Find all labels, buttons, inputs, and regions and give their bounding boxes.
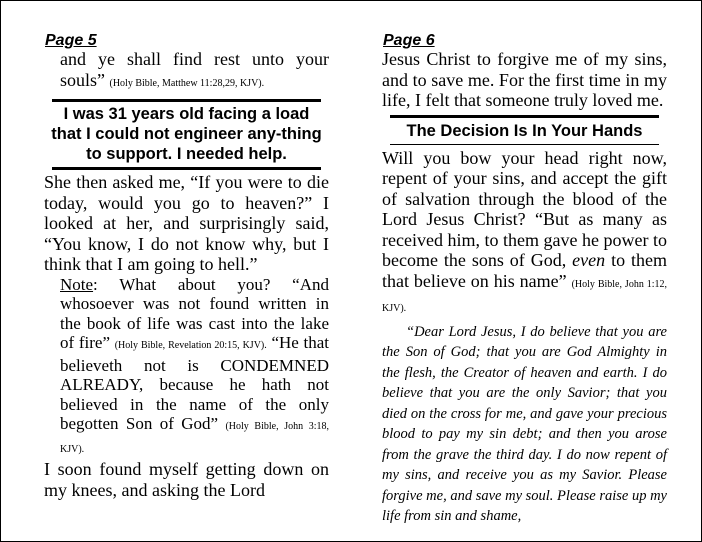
scripture-citation: (Holy Bible, John 1:12, KJV). <box>382 278 668 314</box>
page-6 <box>382 31 667 527</box>
divider-top <box>52 99 321 102</box>
divider-bottom <box>52 167 321 170</box>
continuation-text: Jesus Christ to forgive me of my sins, and to save me. For the first time in my life, I felt that someone truly loved me. <box>382 49 667 110</box>
prayer-indent <box>382 324 406 340</box>
continuation-text <box>44 49 329 94</box>
divider-top <box>390 115 659 118</box>
callout-box-text: I was 31 years old facing a load that I could not engineer any-thing to support. I needed help. <box>51 105 322 163</box>
note-paragraph <box>44 275 329 460</box>
scripture-citation: (Holy Bible, Matthew 11:28,29, KJV). <box>109 77 265 89</box>
story-paragraph-2: I soon found myself getting down on my knees, and asking the Lord <box>44 459 329 500</box>
decision-text-b: to them that believe on his name” <box>382 250 667 291</box>
decision-text-a: Will you bow your head right now, repent of your sins, and accept the gift of salvation through the blood of the Lord Jesus Christ? “But as many as received him, to them gave he power to become the sons of God, <box>382 147 667 270</box>
note-text: : What about you? “And whosoever was not found written in the book of life was cast into the lake of fire” <box>60 274 329 352</box>
continuation-quote: and ye shall find rest unto your souls” <box>60 49 329 90</box>
prayer-text <box>382 322 667 527</box>
prayer-body: “Dear Lord Jesus, I do believe that you are the Son of God; that you are God Almighty in the flesh, the Creator of heaven and earth. I do believe that you are the only Savior; that you died on the cross for me, and gave your precious blood to pay my sin debt; and then you arose from the grave the third day. I do now repent of my sins, and receive you as my Savior. Please forgive me, and save my soul. Please raise up my life from sin and shame, <box>382 323 667 524</box>
story-paragraph: She then asked me, “If you were to die today, would you go to heaven?” I looked at her, and surprisingly said, “You know, I do not know why, but I think that I am going to hell.” <box>44 172 329 274</box>
note-text-2: “He that believeth not is CONDEMNED ALREADY, because he hath not believed in the name of the only begotten Son of God” <box>60 333 329 433</box>
decision-paragraph <box>382 148 667 320</box>
note-label: Note <box>60 274 94 294</box>
note-citation-2: (Holy Bible, John 3:18, KJV). <box>60 421 329 455</box>
emphasis-even: even <box>572 250 606 270</box>
note-citation-1: (Holy Bible, Revelation 20:15, KJV). <box>114 340 267 351</box>
divider-bottom <box>390 144 659 145</box>
page-label: Page 6 <box>383 32 435 49</box>
section-heading: The Decision Is In Your Hands <box>406 121 643 140</box>
page-5 <box>44 31 329 500</box>
page-label: Page 5 <box>45 32 97 49</box>
